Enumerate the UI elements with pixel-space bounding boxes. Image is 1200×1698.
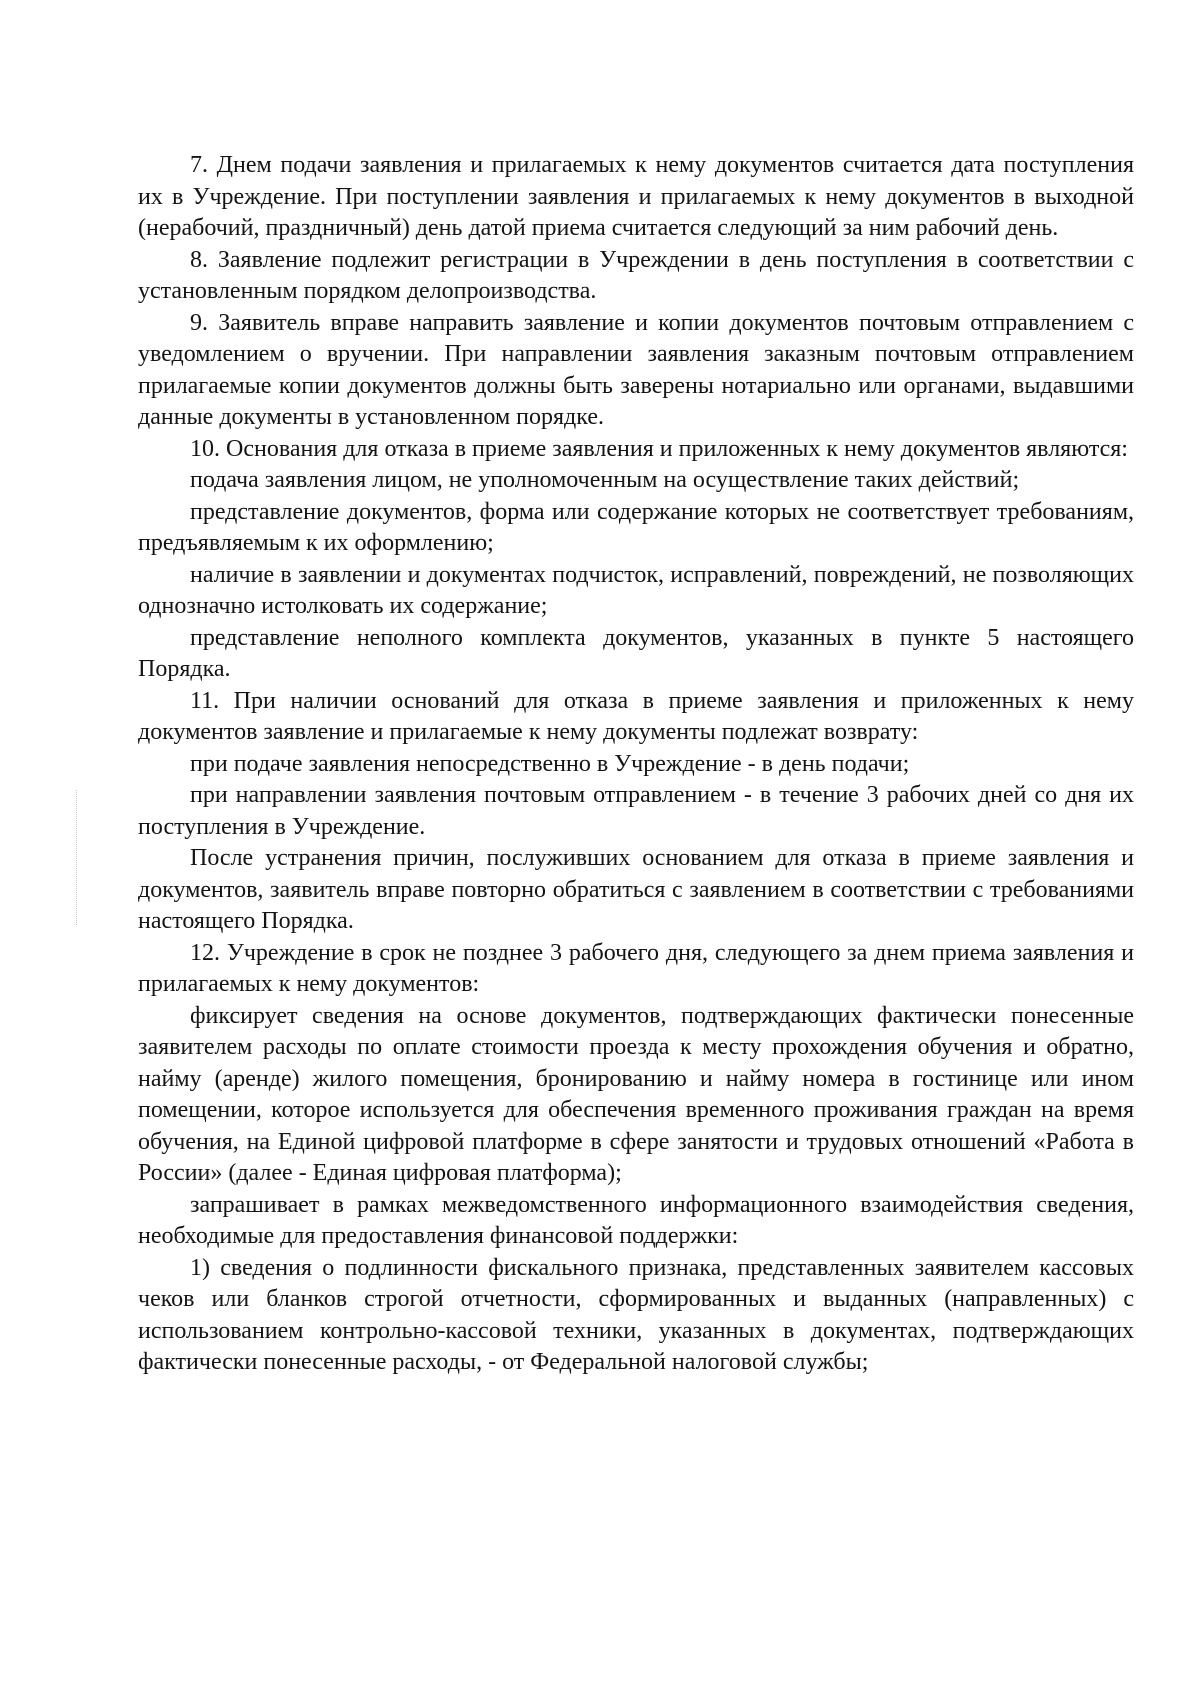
paragraph-10-item-2: представление документов, форма или содержание которых не соответствует требованиям, предъявляемым к их оформлению; bbox=[138, 498, 1134, 556]
paragraph-11-item-1: при подаче заявления непосредственно в Учреждение - в день подачи; bbox=[190, 750, 910, 777]
paragraph-7: 7. Днем подачи заявления и прилагаемых к нему документов считается дата поступления их в Учреждение. При поступлении заявления и прилагаемых к нему документов в выходной (нерабочий, праздничный) день датой приема считается следующий за ним рабочий день. bbox=[138, 152, 1134, 241]
paragraph-11: 11. При наличии оснований для отказа в приеме заявления и приложенных к нему документов заявление и прилагаемые к нему документы подлежат возврату: bbox=[138, 687, 1134, 745]
paragraph-10-item-3: наличие в заявлении и документах подчисток, исправлений, повреждений, не позволяющих однозначно истолковать их содержание; bbox=[138, 561, 1134, 619]
paragraph-10: 10. Основания для отказа в приеме заявления и приложенных к нему документов являются: bbox=[190, 435, 1128, 462]
paragraph-8: 8. Заявление подлежит регистрации в Учреждении в день поступления в соответствии с установленным порядком делопроизводства. bbox=[138, 246, 1134, 304]
paragraph-11-item-2: при направлении заявления почтовым отправлением - в течение 3 рабочих дней со дня их поступления в Учреждение. bbox=[138, 782, 1134, 840]
paragraph-12-item-2: запрашивает в рамках межведомственного информационного взаимодействия сведения, необходимые для предоставления финансовой поддержки: bbox=[138, 1191, 1134, 1249]
paragraph-10-item-4: представление неполного комплекта документов, указанных в пункте 5 настоящего Порядка. bbox=[138, 624, 1134, 682]
paragraph-10-item-1: подача заявления лицом, не уполномоченным на осуществление таких действий; bbox=[190, 467, 1020, 493]
paragraph-11-note: После устранения причин, послуживших основанием для отказа в приеме заявления и документов, заявитель вправе повторно обратиться с заявлением в соответствии с требованиями настоящего Порядка. bbox=[138, 845, 1134, 934]
document-body bbox=[138, 150, 1134, 1379]
paragraph-12: 12. Учреждение в срок не позднее 3 рабочего дня, следующего за днем приема заявления и прилагаемых к нему документов: bbox=[138, 939, 1134, 997]
paragraph-9: 9. Заявитель вправе направить заявление и копии документов почтовым отправлением с уведомлением о вручении. При направлении заявления заказным почтовым отправлением прилагаемые копии документов должны быть заверены нотариально или органами, выдавшими данные документы в установленном порядке. bbox=[138, 309, 1134, 430]
scan-margin-mark bbox=[76, 790, 77, 925]
paragraph-12-subitem-1: 1) сведения о подлинности фискального признака, представленных заявителем кассовых чеков или бланков строгой отчетности, сформированных и выданных (направленных) с использованием контрольно-кассовой техники, указанных в документах, подтверждающих фактически понесенные расходы, - от Федеральной налоговой службы; bbox=[138, 1254, 1134, 1375]
paragraph-12-item-1: фиксирует сведения на основе документов, подтверждающих фактически понесенные заявителем расходы по оплате стоимости проезда к месту прохождения обучения и обратно, найму (аренде) жилого помещения, бронированию и найму номера в гостинице или ином помещении, которое используется для обеспечения временного проживания граждан на время обучения, на Единой цифровой платформе в сфере занятости и трудовых отношений «Работа в России» (далее - Единая цифровая платформа); bbox=[138, 1002, 1134, 1186]
